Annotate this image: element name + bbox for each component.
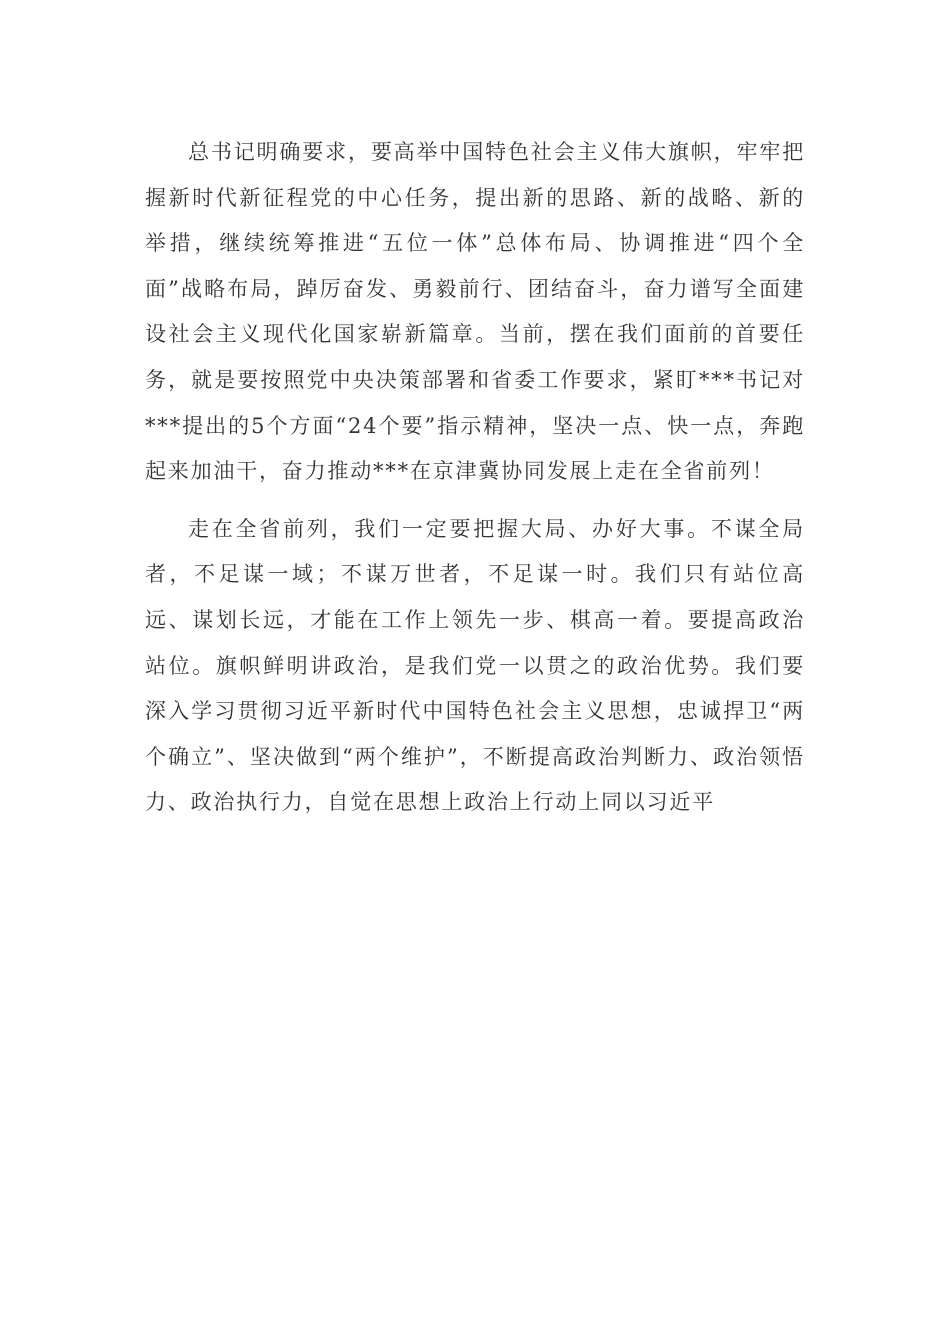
document-body: [145, 130, 805, 826]
paragraph-2: 走在全省前列，我们一定要把握大局、办好大事。不谋全局者，不足谋一域；不谋万世者，不足谋一时。我们只有站位高远、谋划长远，才能在工作上领先一步、棋高一着。要提高政治站位。旗帜鲜明讲政治，是我们党一以贯之的政治优势。我们要深入学习贯彻习近平新时代中国特色社会主义思想，忠诚捍卫“两个确立”、坚决做到“两个维护”，不断提高政治判断力、政治领悟力、政治执行力，自觉在思想上政治上行动上同以习近平: [145, 516, 805, 815]
paragraph-1: 总书记明确要求，要高举中国特色社会主义伟大旗帜，牢牢把握新时代新征程党的中心任务，提出新的思路、新的战略、新的举措，继续统筹推进“五位一体”总体布局、协调推进“四个全面”战略布局，踔厉奋发、勇毅前行、团结奋斗，奋力谱写全面建设社会主义现代化国家崭新篇章。当前，摆在我们面前的首要任务，就是要按照党中央决策部署和省委工作要求，紧盯***书记对***提出的5个方面“24个要”指示精神，坚决一点、快一点，奔跑起来加油干，奋力推动***在京津冀协同发展上走在全省前列！: [145, 140, 805, 484]
